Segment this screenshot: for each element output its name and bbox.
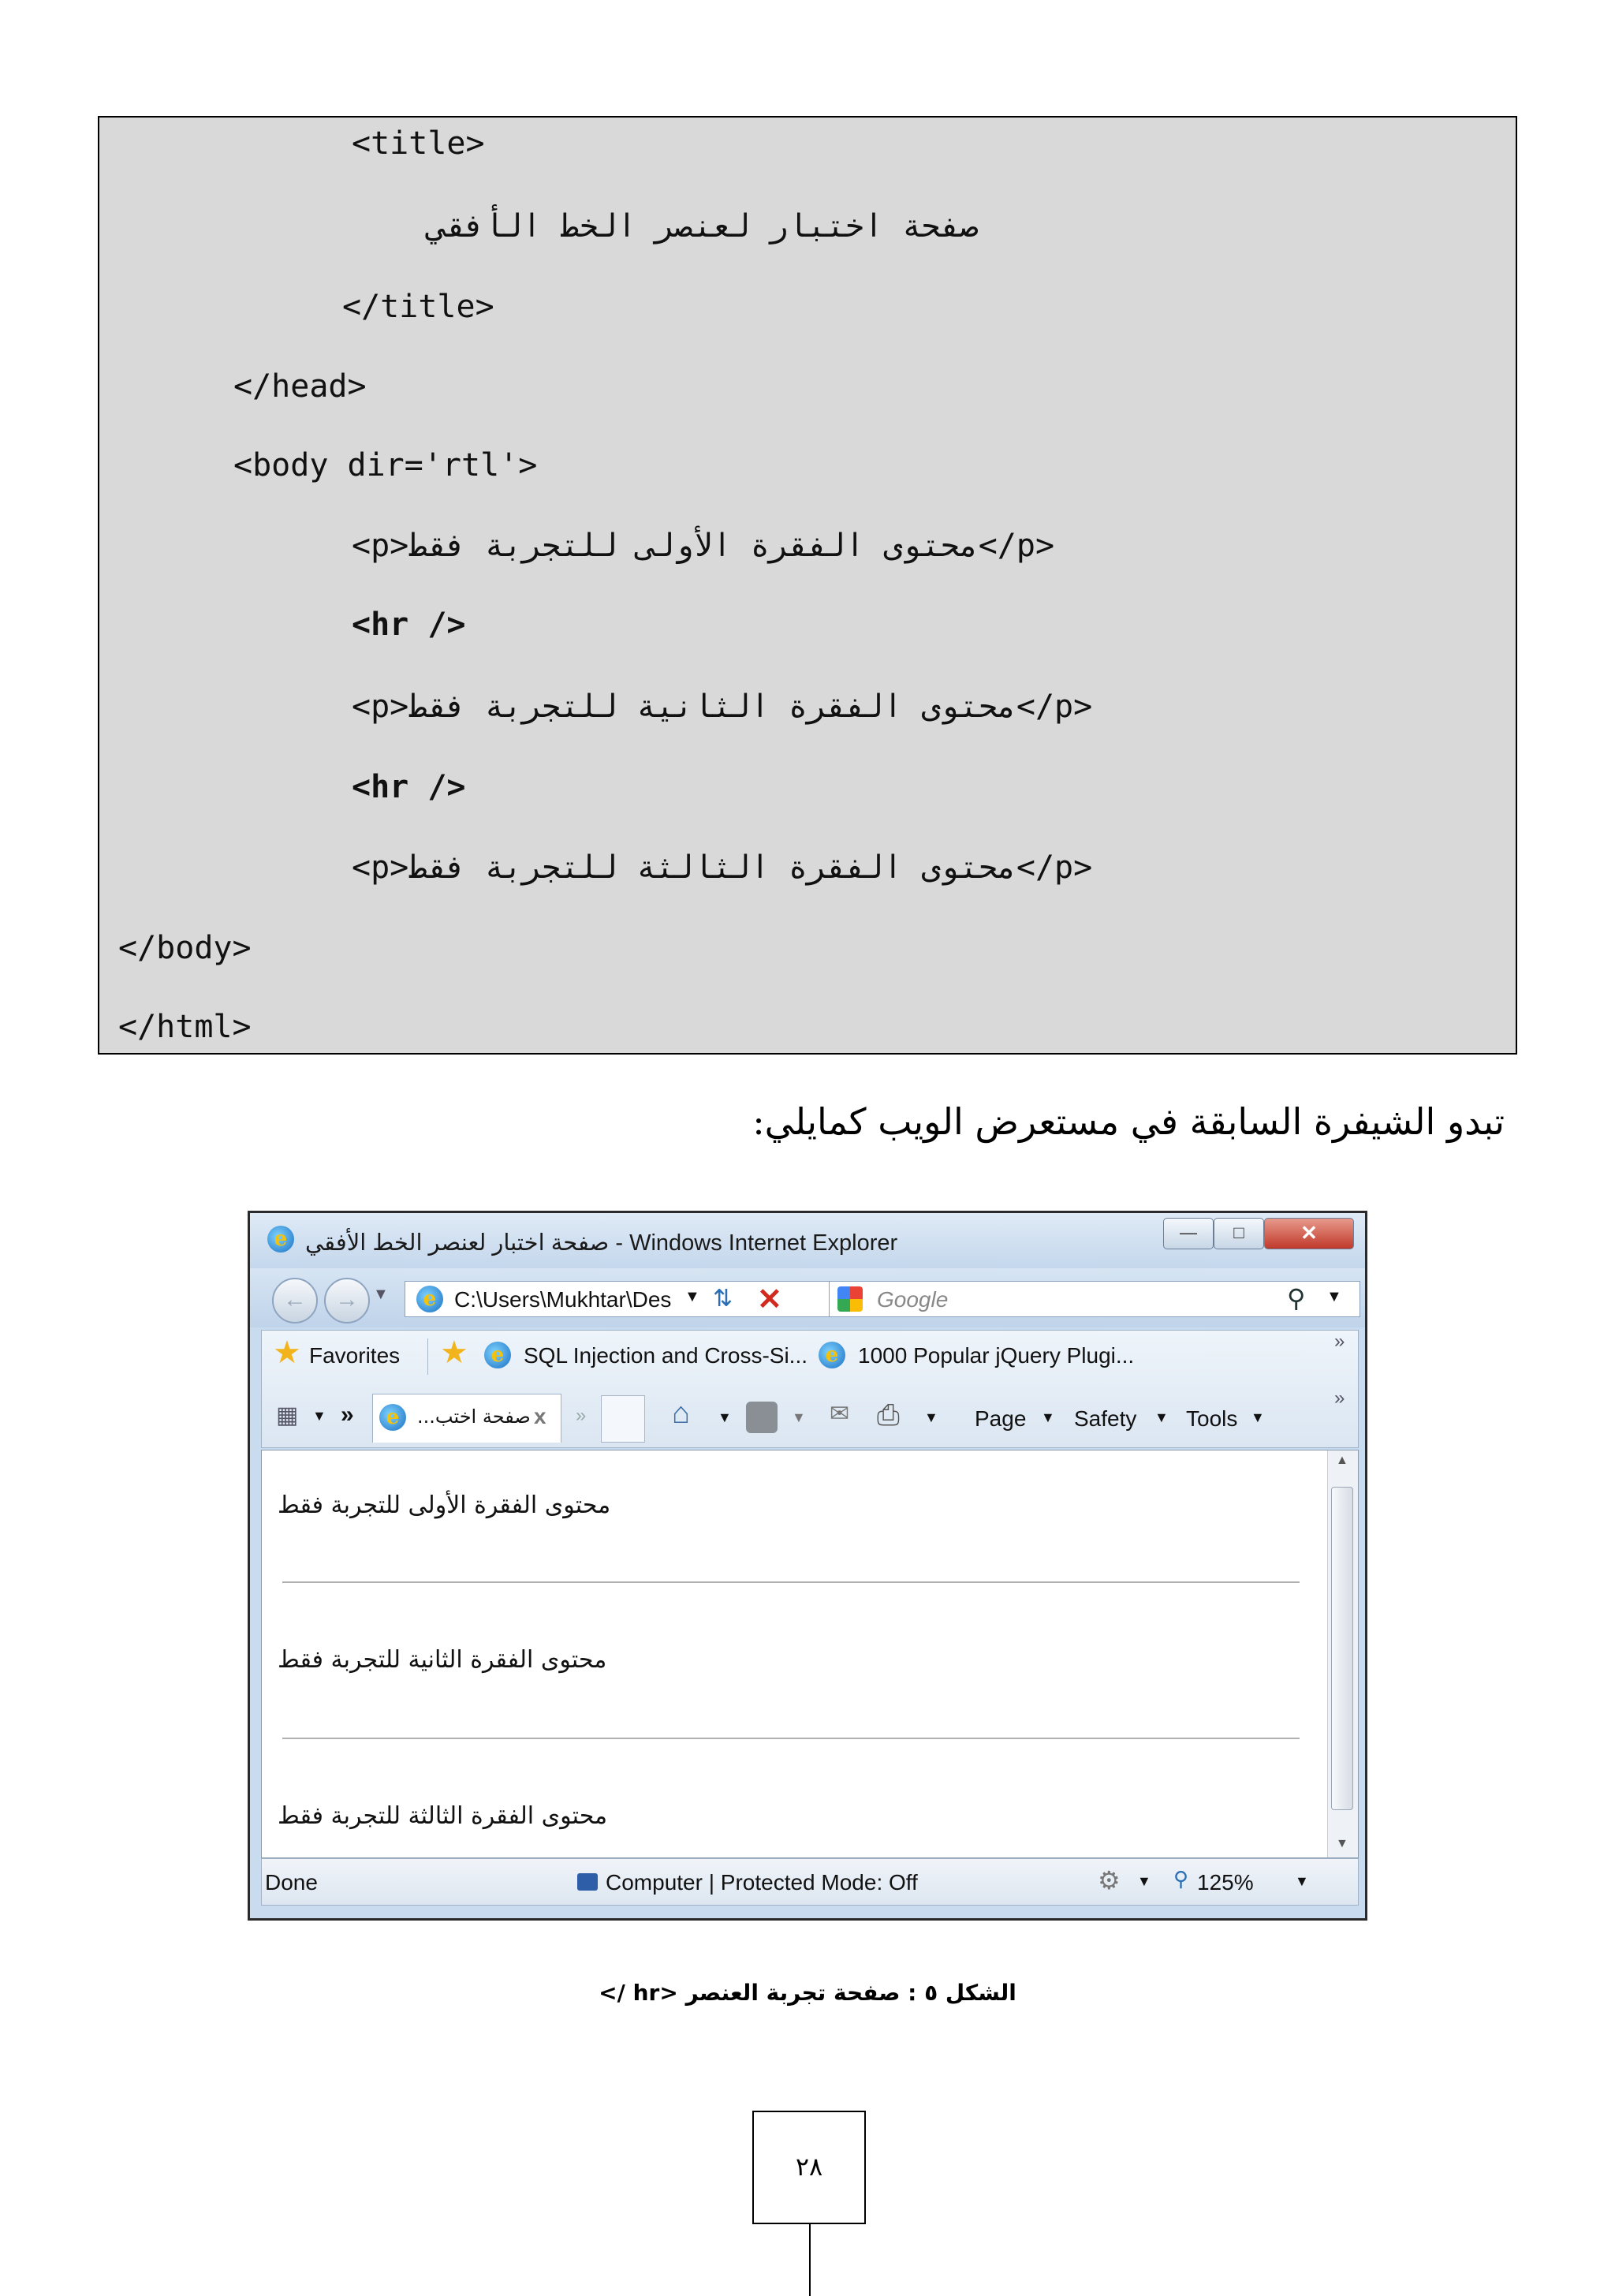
- page-number-stem: [809, 2224, 811, 2296]
- divider: [427, 1338, 428, 1375]
- content-paragraph-2: محتوى الفقرة الثانية للتجربة فقط: [278, 1646, 607, 1674]
- fav-link-jquery[interactable]: 1000 Popular jQuery Plugi...: [858, 1343, 1135, 1368]
- tab-current[interactable]: [372, 1394, 561, 1443]
- code-line-title-open: <title>: [352, 125, 485, 162]
- scroll-up-icon[interactable]: ▲: [1336, 1454, 1348, 1467]
- print-icon[interactable]: ⎙: [877, 1398, 900, 1431]
- favorites-button[interactable]: Favorites: [309, 1343, 401, 1368]
- tab-page-icon: e: [379, 1404, 406, 1431]
- feeds-icon[interactable]: [746, 1402, 778, 1433]
- home-icon[interactable]: ⌂: [672, 1397, 690, 1430]
- code-line-html-close: </html>: [118, 1009, 252, 1045]
- title-bar: [250, 1213, 1365, 1268]
- code-line-p1: <p>محتوى الفقرة الأولى للتجربة فقط</p>: [352, 528, 1055, 564]
- minimize-button[interactable]: —: [1163, 1218, 1214, 1249]
- tab-label: صفحة اختب...: [417, 1406, 531, 1428]
- status-text: Done: [265, 1870, 318, 1895]
- print-dropdown-icon[interactable]: ▼: [924, 1409, 938, 1425]
- add-favorite-icon[interactable]: ★: [440, 1335, 468, 1370]
- search-field[interactable]: [829, 1281, 1360, 1317]
- zoom-icon[interactable]: ⚲: [1173, 1867, 1189, 1891]
- code-line-body-open: <body dir='rtl'>: [233, 447, 538, 483]
- fav-chevron-icon[interactable]: »: [1334, 1331, 1345, 1352]
- zoom-level[interactable]: 125%: [1197, 1870, 1254, 1895]
- tab-scroll-right-icon[interactable]: »: [576, 1405, 587, 1426]
- safety-menu[interactable]: Safety: [1074, 1406, 1137, 1431]
- tab-scroll-left-icon[interactable]: »: [341, 1402, 354, 1428]
- feeds-dropdown-icon[interactable]: ▼: [792, 1409, 806, 1425]
- home-dropdown-icon[interactable]: ▼: [718, 1409, 732, 1425]
- back-button[interactable]: ←: [272, 1278, 318, 1323]
- code-line-title-close: </title>: [342, 289, 494, 325]
- code-listing: [98, 116, 1517, 1055]
- forward-button[interactable]: →: [324, 1278, 370, 1323]
- mail-icon[interactable]: ✉: [830, 1401, 850, 1427]
- protected-dropdown-icon[interactable]: ▼: [1137, 1873, 1151, 1889]
- content-paragraph-3: محتوى الفقرة الثالثة للتجربة فقط: [278, 1802, 608, 1830]
- refresh-icon[interactable]: ⇅: [713, 1286, 733, 1312]
- status-bar: [261, 1858, 1359, 1906]
- command-chevron-icon[interactable]: »: [1334, 1387, 1345, 1409]
- code-line-title-text: صفحة اختبار لعنصر الخط الأفقي: [427, 208, 979, 245]
- window-title: صفحة اختبار لعنصر الخط الأفقي - Windows Internet Explorer: [305, 1230, 898, 1256]
- protected-mode-icon[interactable]: ⚙: [1098, 1866, 1121, 1895]
- tools-menu-dropdown-icon[interactable]: ▼: [1251, 1409, 1265, 1425]
- page-icon: e: [416, 1286, 443, 1312]
- search-input[interactable]: Google: [877, 1287, 949, 1312]
- intro-paragraph: تبدو الشيفرة السابقة في مستعرض الويب كمايلي:: [752, 1100, 1505, 1143]
- page-menu[interactable]: Page: [975, 1406, 1027, 1431]
- address-input[interactable]: C:\Users\Mukhtar\Des: [454, 1287, 672, 1312]
- favorites-star-icon: ★: [273, 1335, 301, 1370]
- horizontal-rule: [282, 1738, 1300, 1739]
- code-line-p3: <p>محتوى الفقرة الثالثة للتجربة فقط</p>: [352, 849, 1093, 886]
- scroll-thumb[interactable]: [1331, 1487, 1353, 1810]
- address-dropdown-icon[interactable]: ▼: [684, 1288, 700, 1305]
- code-line-p2: <p>محتوى الفقرة الثانية للتجربة فقط</p>: [352, 689, 1093, 725]
- vertical-scrollbar[interactable]: [1327, 1450, 1358, 1857]
- page-number: ٢٨: [795, 2152, 823, 2182]
- code-line-body-close: </body>: [118, 930, 252, 966]
- fav-link-icon: e: [484, 1342, 511, 1368]
- fav-link-sql[interactable]: SQL Injection and Cross-Si...: [524, 1343, 808, 1368]
- new-tab-button[interactable]: [601, 1395, 645, 1443]
- tab-close-icon[interactable]: x: [534, 1404, 546, 1428]
- ie-logo-icon: e: [267, 1226, 294, 1253]
- scroll-down-icon[interactable]: ▼: [1336, 1837, 1348, 1850]
- security-zone-text[interactable]: Computer | Protected Mode: Off: [606, 1870, 918, 1895]
- address-bar-row: [250, 1268, 1365, 1327]
- address-field[interactable]: [405, 1281, 846, 1317]
- computer-zone-icon: [577, 1873, 598, 1891]
- maximize-button[interactable]: □: [1214, 1218, 1264, 1249]
- content-paragraph-1: محتوى الفقرة الأولى للتجربة فقط: [278, 1491, 611, 1519]
- search-icon[interactable]: ⚲: [1287, 1284, 1306, 1312]
- code-line-hr1: <hr />: [352, 607, 466, 643]
- code-line-hr2: <hr />: [352, 769, 466, 805]
- page-number-box: [752, 2111, 866, 2224]
- search-dropdown-icon[interactable]: ▼: [1326, 1288, 1342, 1305]
- safety-menu-dropdown-icon[interactable]: ▼: [1154, 1409, 1169, 1425]
- zoom-dropdown-icon[interactable]: ▼: [1295, 1873, 1309, 1889]
- stop-icon[interactable]: ✕: [757, 1283, 782, 1316]
- browser-window: [248, 1211, 1367, 1921]
- nav-dropdown-icon[interactable]: ▼: [373, 1286, 389, 1303]
- tab-list-dropdown-icon[interactable]: ▼: [312, 1408, 326, 1424]
- quick-tabs-icon[interactable]: ▦: [276, 1402, 299, 1428]
- favorites-and-command-bar: [261, 1330, 1359, 1448]
- page-menu-dropdown-icon[interactable]: ▼: [1041, 1409, 1055, 1425]
- code-line-head-close: </head>: [233, 368, 367, 405]
- page-content: [261, 1450, 1359, 1858]
- google-icon: [837, 1286, 863, 1312]
- close-button[interactable]: ✕: [1264, 1218, 1354, 1249]
- horizontal-rule: [282, 1581, 1300, 1583]
- fav-link-icon: e: [819, 1342, 845, 1368]
- figure-caption: الشكل ٥ : صفحة تجربة العنصر <hr />: [599, 1980, 1016, 2006]
- tools-menu[interactable]: Tools: [1186, 1406, 1238, 1431]
